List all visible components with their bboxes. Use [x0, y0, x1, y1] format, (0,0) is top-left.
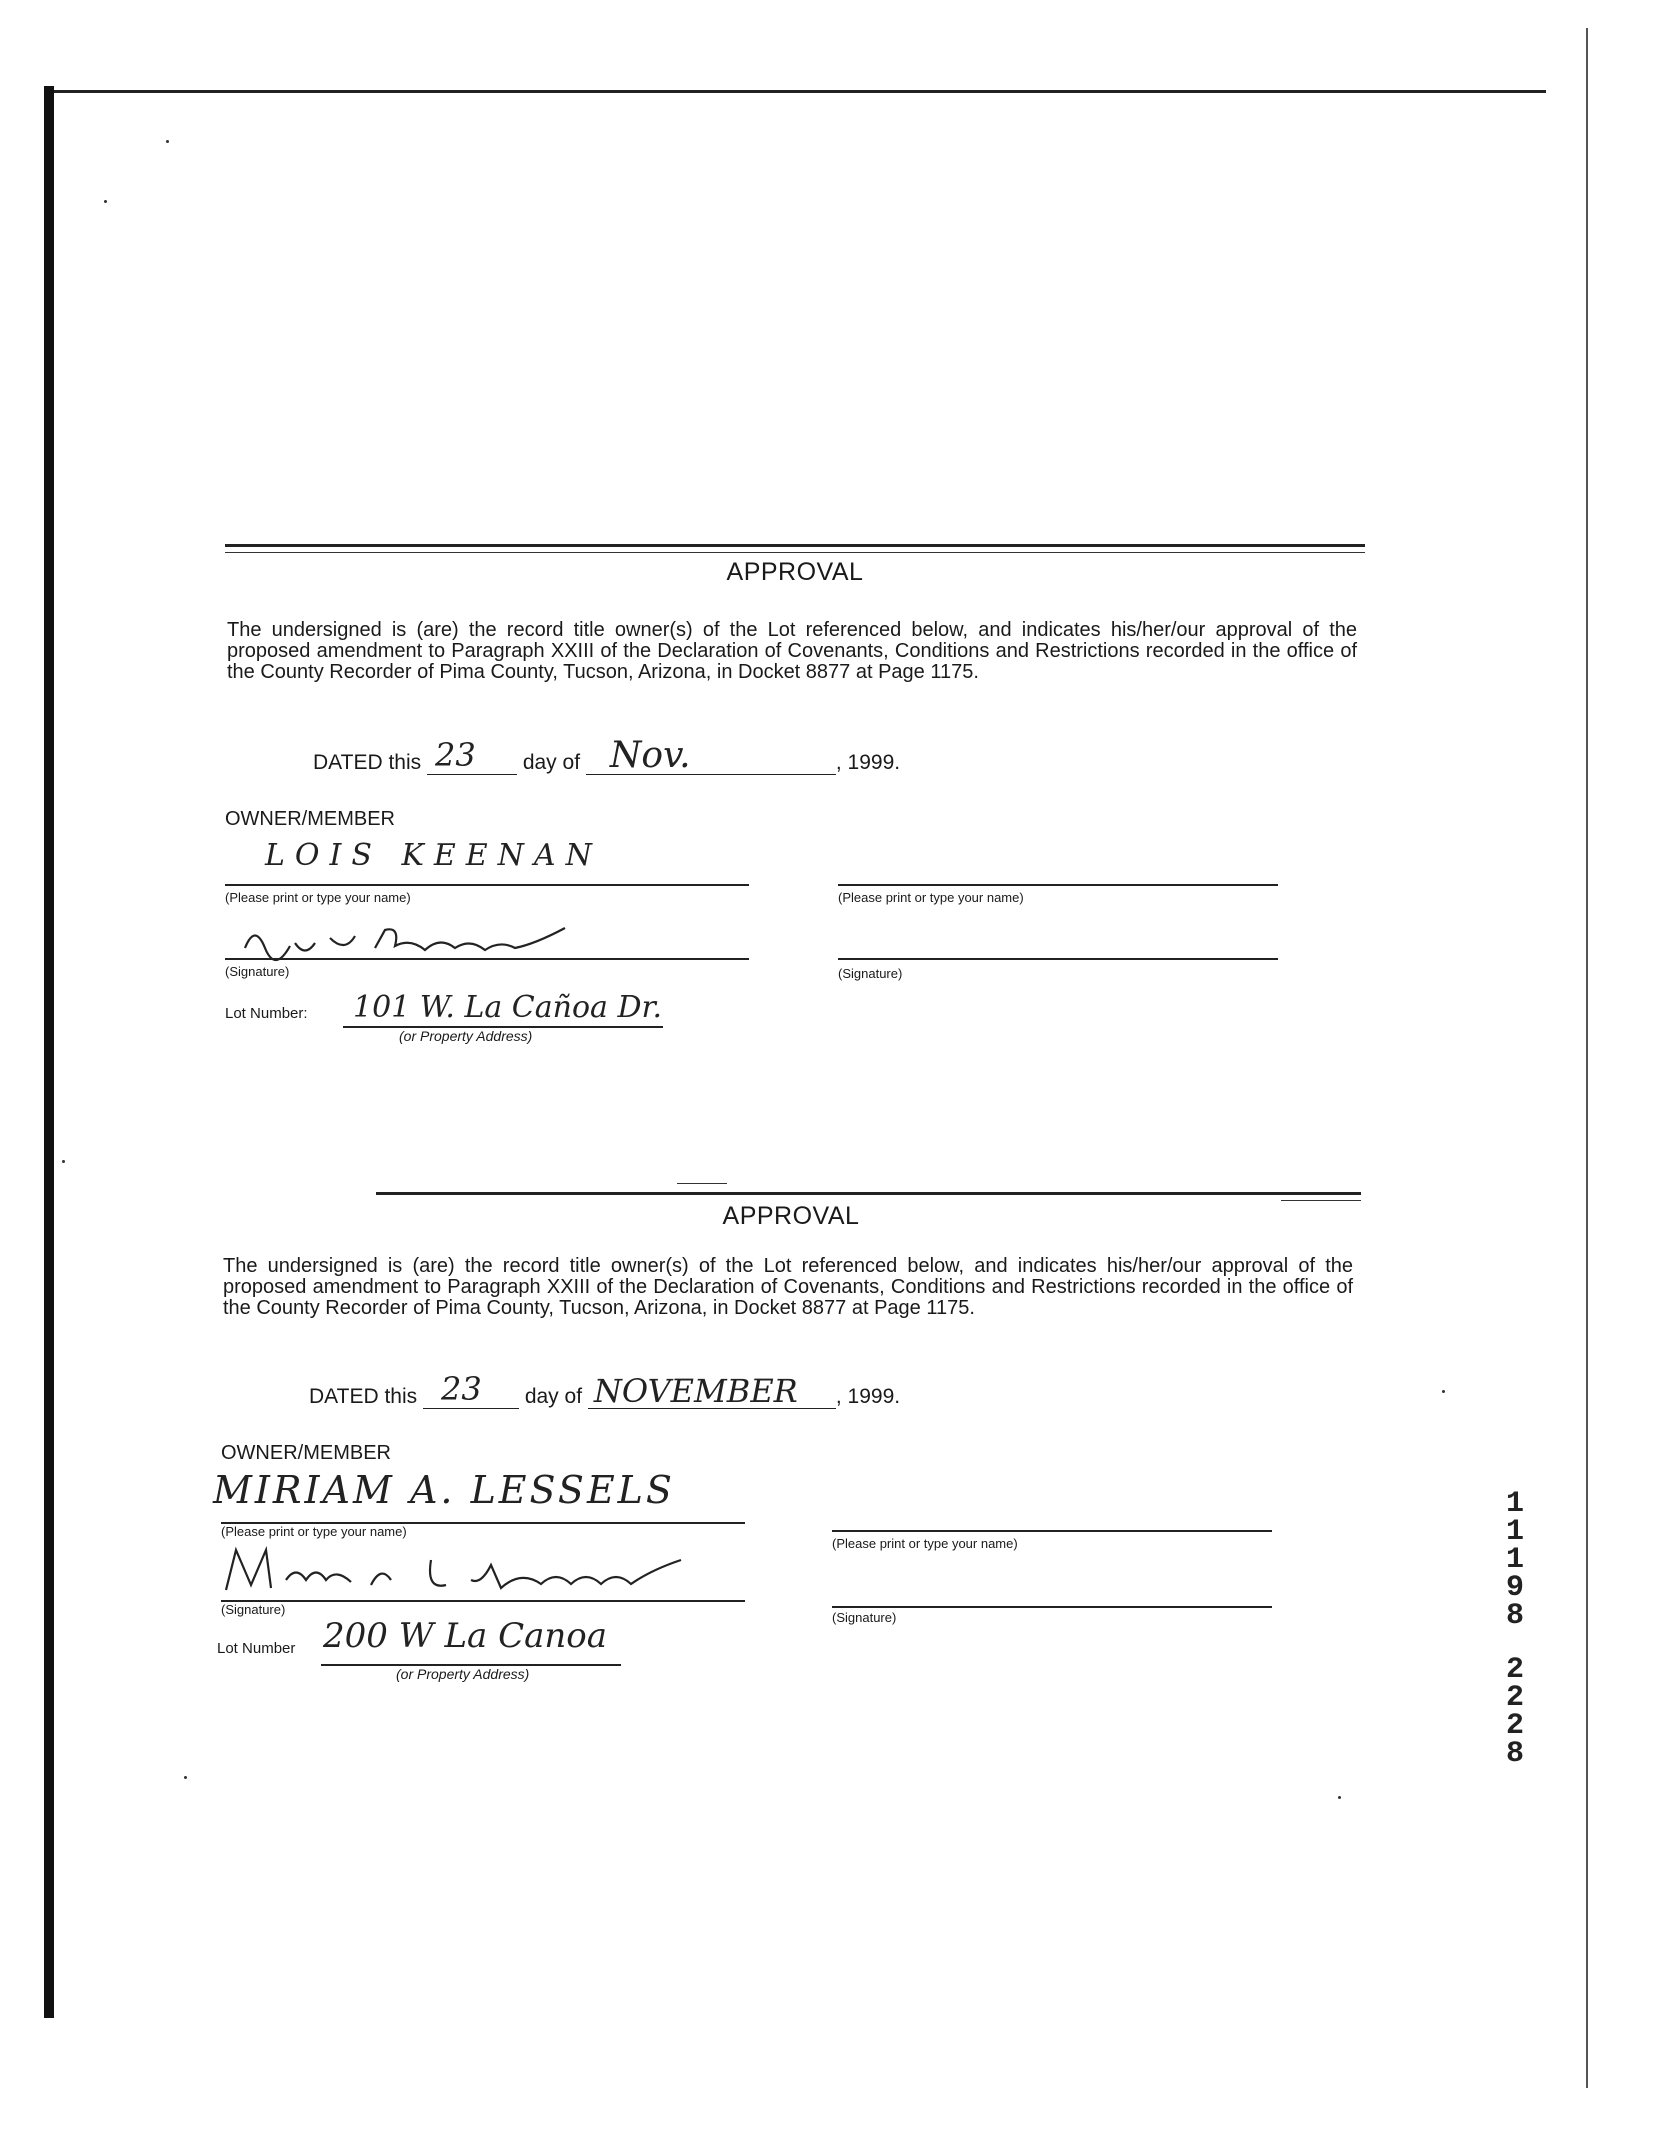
- stamp-digit: 1: [1505, 1543, 1524, 1577]
- owner-member-label: OWNER/MEMBER: [225, 808, 395, 830]
- scan-top-rule: [54, 90, 1546, 93]
- printed-name-line[interactable]: [225, 884, 749, 886]
- signature-mark: [235, 918, 655, 968]
- scan-left-border: [44, 86, 54, 2018]
- lot-number-value: 101 W. La Cañoa Dr.: [353, 990, 663, 1025]
- day-value: 23: [440, 1370, 482, 1408]
- scan-speck: [184, 1776, 187, 1779]
- stamp-digit: 2: [1505, 1681, 1524, 1715]
- scan-speck: [104, 200, 107, 203]
- signature-line[interactable]: [225, 958, 749, 960]
- approval-body-text: The undersigned is (are) the record title owner(s) of the Lot referenced below, and indicates his/her/our approval of the proposed amendment to Paragraph XXIII of the Declaration of Covenants, Conditions and Restrictions recorded in the office of the County Recorder of Pima County, Tucson, Arizona, in Docket 8877 at Page 1175.: [227, 619, 1357, 683]
- dated-prefix: DATED this: [313, 751, 422, 774]
- signature-line[interactable]: [221, 1600, 745, 1602]
- day-blank[interactable]: [427, 736, 517, 775]
- printed-name-value: MIRIAM A. LESSELS: [213, 1468, 675, 1512]
- signature-caption: (Signature): [225, 964, 290, 979]
- month-value: NOVEMBER: [593, 1372, 798, 1410]
- day-of-label: day of: [522, 751, 581, 774]
- year-value: , 1999.: [835, 751, 901, 774]
- signature-line-2[interactable]: [832, 1606, 1272, 1608]
- scan-speck: [1338, 1796, 1341, 1799]
- stamp-digit: 8: [1505, 1599, 1524, 1633]
- approval-section-2: [213, 1170, 1361, 1710]
- signature-caption-2: (Signature): [838, 966, 903, 981]
- recording-number-stamp: [1500, 1487, 1530, 1771]
- day-value: 23: [434, 736, 476, 774]
- signature-mark: [211, 1540, 741, 1600]
- dated-prefix: DATED this: [309, 1385, 418, 1408]
- month-blank[interactable]: [588, 1372, 836, 1410]
- stamp-digit: 2: [1505, 1653, 1524, 1687]
- print-name-caption: (Please print or type your name): [221, 1524, 407, 1539]
- scan-speck: [166, 140, 169, 143]
- signature-caption-2: (Signature): [832, 1610, 897, 1625]
- lot-caption: (or Property Address): [396, 1666, 530, 1682]
- lot-number-value: 200 W La Canoa: [323, 1616, 608, 1656]
- printed-name-line-2[interactable]: [832, 1530, 1272, 1532]
- lot-caption: (or Property Address): [399, 1028, 533, 1044]
- lot-number-label: Lot Number: [217, 1640, 296, 1657]
- stamp-digit: 2: [1505, 1709, 1524, 1743]
- day-of-label: day of: [524, 1385, 583, 1408]
- print-name-caption-2: (Please print or type your name): [832, 1536, 1018, 1551]
- signature-text: [221, 1548, 222, 1549]
- scan-speck: [1442, 1390, 1445, 1393]
- stamp-digit: 1: [1505, 1487, 1524, 1521]
- lot-number-label: Lot Number:: [225, 1005, 308, 1022]
- year-value: , 1999.: [835, 1385, 901, 1408]
- approval-section-1: [225, 538, 1365, 1078]
- section-top-rule: [376, 1192, 1361, 1195]
- scan-right-edge: [1586, 28, 1588, 2088]
- month-blank[interactable]: [586, 735, 836, 776]
- section-top-rule-thin: [1281, 1200, 1361, 1201]
- printed-name-line-2[interactable]: [838, 884, 1278, 886]
- approval-heading: APPROVAL: [722, 1202, 860, 1230]
- print-name-caption: (Please print or type your name): [225, 890, 411, 905]
- stamp-digit: 8: [1505, 1737, 1524, 1771]
- owner-member-label: OWNER/MEMBER: [221, 1442, 391, 1464]
- day-blank[interactable]: [423, 1370, 519, 1409]
- stamp-digit: 9: [1505, 1571, 1524, 1605]
- signature-text: [225, 916, 226, 917]
- signature-line-2[interactable]: [838, 958, 1278, 960]
- approval-heading: APPROVAL: [726, 558, 864, 586]
- approval-body-text: The undersigned is (are) the record title owner(s) of the Lot referenced below, and indicates his/her/our approval of the proposed amendment to Paragraph XXIII of the Declaration of Covenants, Conditions and Restrictions recorded in the office of the County Recorder of Pima County, Tucson, Arizona, in Docket 8877 at Page 1175.: [223, 1255, 1353, 1319]
- scan-speck: [62, 1160, 65, 1163]
- print-name-caption-2: (Please print or type your name): [838, 890, 1024, 905]
- signature-caption: (Signature): [221, 1602, 286, 1617]
- stamp-digit: 1: [1505, 1515, 1524, 1549]
- dated-line: [309, 1370, 901, 1410]
- month-value: Nov.: [609, 735, 691, 776]
- dated-line: [313, 735, 901, 776]
- section-top-rule-thin: [225, 552, 1365, 553]
- printed-name-value: LOIS KEENAN: [265, 838, 602, 873]
- section-top-rule-short: [677, 1183, 727, 1184]
- section-top-rule: [225, 544, 1365, 547]
